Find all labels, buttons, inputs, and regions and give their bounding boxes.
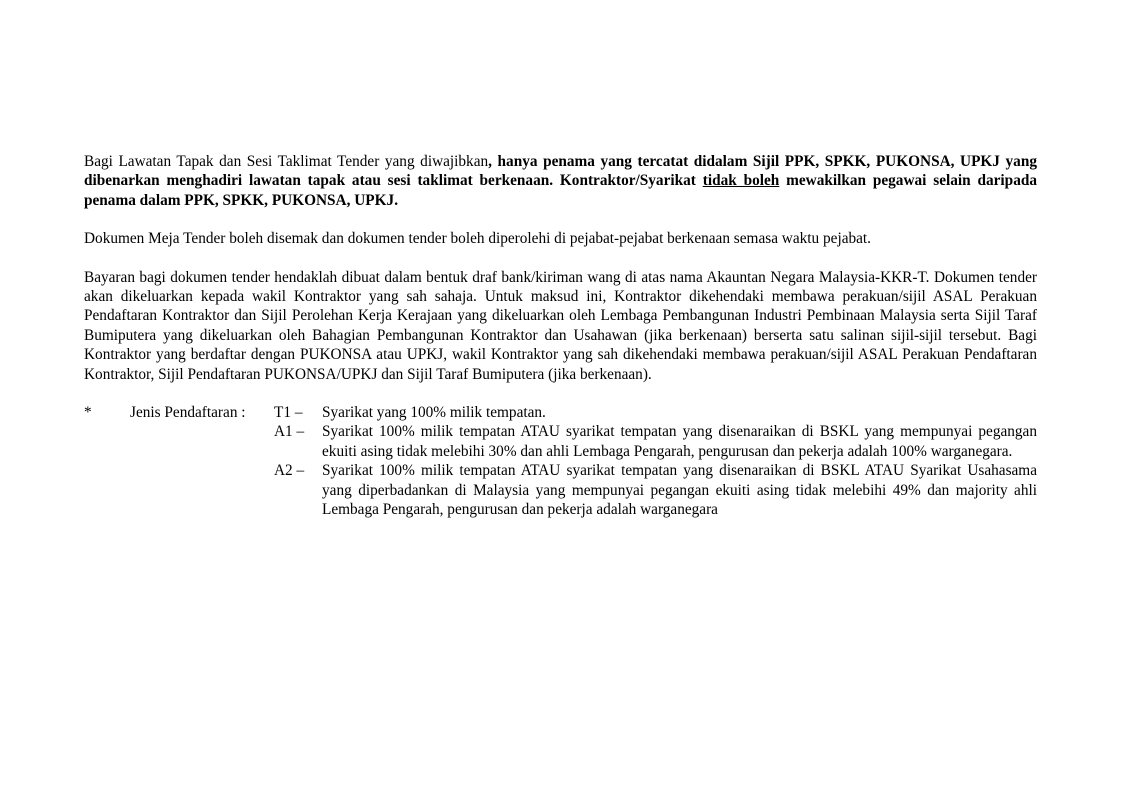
document-page — [84, 152, 1037, 520]
site-visit-underlined: tidak boleh — [702, 172, 780, 190]
registration-label: Jenis Pendaftaran : — [130, 404, 246, 422]
site-visit-bold-1: , hanya penama yang tercatat didalam Sijil PPK, SPKK, PUKONSA, UPKJ yang dibenarkan menghadiri lawatan tapak atau sesi taklimat berkenaan. Kontraktor/Syarikat — [84, 153, 1037, 190]
registration-code: A1 – — [274, 423, 305, 441]
registration-row-a1 — [84, 422, 1037, 461]
payment-paragraph: Bayaran bagi dokumen tender hendaklah dibuat dalam bentuk draf bank/kiriman wang di atas nama Akauntan Negara Malaysia-KKR-T. Dokumen tender akan dikeluarkan kepada wakil Kontraktor yang sah sahaja. Untuk maksud ini, Kontraktor dikehendaki membawa perakuan/sijil ASAL Perakuan Pendaftaran Kontraktor dan Sijil Perolehan Kerja Kerajaan yang dikeluarkan oleh Lembaga Pembangunan Industri Pembinaan Malaysia serta Sijil Taraf Bumiputera yang dikeluarkan oleh Bahagian Pembangunan Kontraktor dan Usahawan (jika berkenaan) berserta satu salinan sijil-sijil tersebut. Bagi Kontraktor yang berdaftar dengan PUKONSA atau UPKJ, wakil Kontraktor yang sah dikehendaki membawa perakuan/sijil ASAL Perakuan Pendaftaran Kontraktor, Sijil Pendaftaran PUKONSA/UPKJ dan Sijil Taraf Bumiputera (jika berkenaan). — [84, 268, 1037, 383]
registration-row-a2 — [84, 461, 1037, 519]
registration-type-list — [84, 403, 1037, 519]
registration-code: A2 – — [274, 462, 305, 480]
registration-code: T1 – — [274, 404, 303, 422]
registration-row-t1 — [84, 403, 1037, 422]
registration-description: Syarikat 100% milik tempatan ATAU syarikat tempatan yang disenaraikan di BSKL yang mempunyai pegangan ekuiti asing tidak melebihi 30% dan ahli Lembaga Pengarah, pengurusan dan pekerja adalah 100% warganegara. — [322, 423, 1037, 460]
site-visit-paragraph — [84, 152, 1037, 210]
registration-description: Syarikat 100% milik tempatan ATAU syarikat tempatan yang disenaraikan di BSKL ATAU Syarikat Usahasama yang diperbadankan di Malaysia yang mempunyai pegangan ekuiti asing tidak melebihi 49% dan majority ahli Lembaga Pengarah, pengurusan dan pekerja adalah warganegara — [322, 462, 1037, 519]
tender-document-paragraph: Dokumen Meja Tender boleh disemak dan dokumen tender boleh diperolehi di pejabat-pejabat berkenaan semasa waktu pejabat. — [84, 230, 872, 248]
registration-description: Syarikat yang 100% milik tempatan. — [322, 404, 546, 422]
site-visit-bold-2: mewakilkan pegawai selain daripada penama dalam PPK, SPKK, PUKONSA, UPKJ. — [84, 172, 1037, 209]
bullet-star: * — [84, 404, 92, 422]
site-visit-intro: Bagi Lawatan Tapak dan Sesi Taklimat Tender yang diwajibkan — [84, 153, 489, 170]
